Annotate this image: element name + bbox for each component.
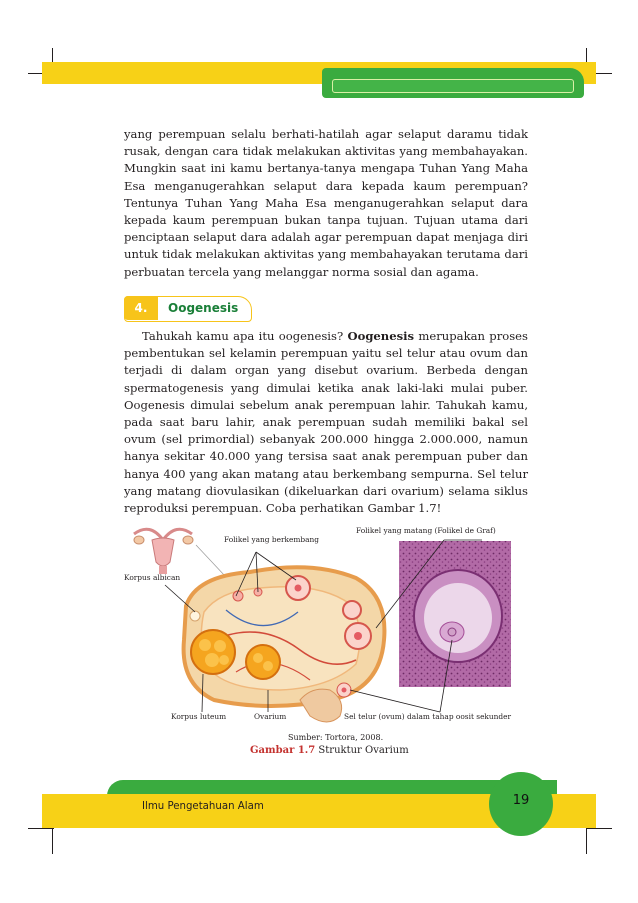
section-number: 4. xyxy=(124,296,158,320)
label-folikel-matang: Folikel yang matang (Folikel de Graf) xyxy=(356,526,496,535)
figure-caption xyxy=(250,745,409,756)
mature-follicle-micrograph xyxy=(399,541,511,687)
label-korpus-albican: Korpus albican xyxy=(124,573,181,582)
section-title: Oogenesis xyxy=(168,301,239,315)
label-korpus-luteum: Korpus luteum xyxy=(171,712,227,721)
caption-text: Struktur Ovarium xyxy=(318,745,409,756)
paragraph-text: Tahukah kamu apa itu oogenesis? xyxy=(142,329,348,343)
ovary-cross-section xyxy=(184,567,385,722)
paragraph-text: merupakan proses pembentukan sel kelamin perempuan yaitu sel telur atau ovum dan terjadi di dalam organ yang disebut ovarium. Berbeda dengan spermatogenesis yang dimulai ketika anak laki-laki mulai puber. Oogenesis dimulai sebelum anak perempuan lahir. Tahukah kamu, pada saat baru lahir, anak perempuan sudah memiliki bakal sel ovum (sel primordial) sebanyak 200.000 hingga 2.000.000, namun hanya sekitar 40.000 yang tersisa saat anak perempuan puber dan hanya 400 yang akan matang atau berkembang sempurna. Sel telur yang matang diovulasikan (dikeluarkan dari ovarium) selama siklus reproduksi perempuan. Coba perhatikan Gambar 1.7! xyxy=(124,329,528,516)
footer-book-title: Ilmu Pengetahuan Alam xyxy=(142,801,264,812)
page-number: 19 xyxy=(489,772,553,836)
label-sel-telur: Sel telur (ovum) dalam tahap oosit sekunder xyxy=(344,712,512,721)
caption-number: Gambar 1.7 xyxy=(250,745,316,756)
paragraph-intro: yang perempuan selalu berhati-hatilah agar selaput daramu tidak rusak, dengan cara tidak melakukan aktivitas yang membahayakan. Mungkin saat ini kamu bertanya-tanya mengapa Tuhan Yang Maha Esa menganugerahkan selaput dara kepada kaum perempuan? Tentunya Tuhan Yang Maha Esa menganugerahkan selaput dara kepada kaum perempuan bukan tanpa tujuan. Tujuan utama dari penciptaan selaput dara adalah agar perempuan dapat menjaga diri untuk tidak melakukan aktivitas yang membahayakan terutama dari perbuatan tercela yang melanggar norma sosial dan agama. xyxy=(124,127,528,279)
figure-source: Sumber: Tortora, 2008. xyxy=(288,733,384,742)
label-ovarium: Ovarium xyxy=(254,712,287,721)
label-folikel-berkembang: Folikel yang berkembang xyxy=(224,535,320,544)
term-oogenesis: Oogenesis xyxy=(347,329,415,343)
